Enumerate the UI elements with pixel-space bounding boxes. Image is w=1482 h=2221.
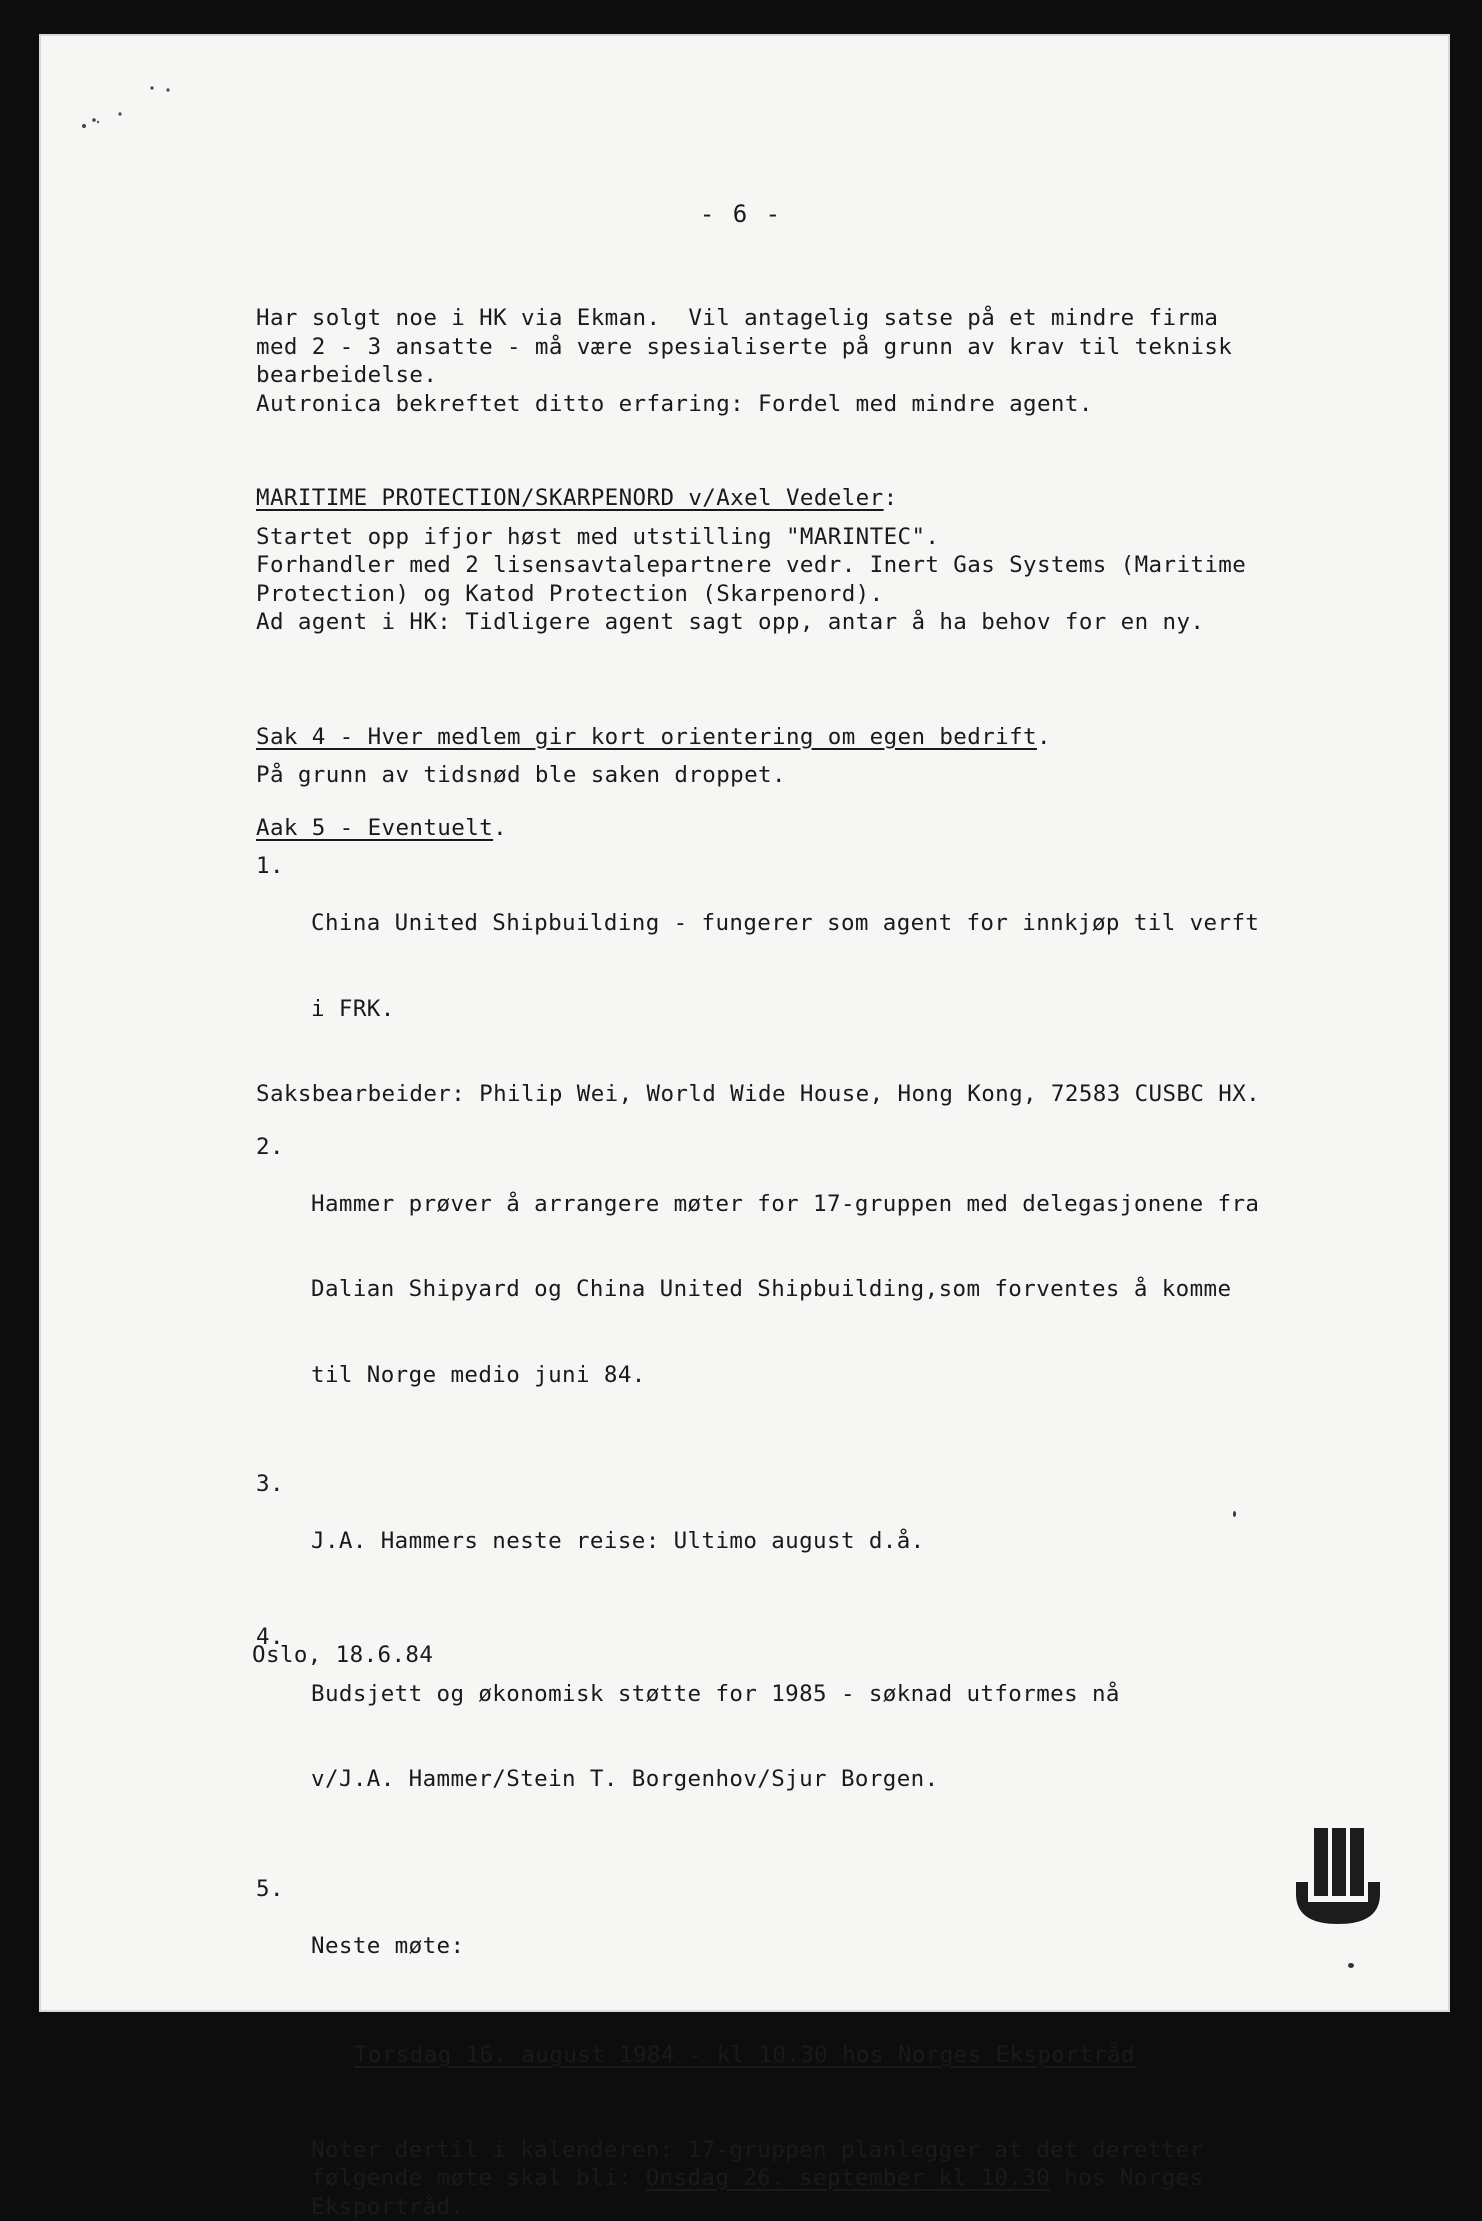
calendar-note — [311, 2136, 1316, 2221]
list-item — [256, 1875, 1316, 2018]
section-heading — [256, 814, 1316, 843]
text-line — [311, 2164, 1316, 2193]
page-number: - 6 - — [0, 200, 1482, 228]
list-item — [256, 852, 1316, 1080]
list-item — [256, 1470, 1316, 1613]
text-line: v/J.A. Hammer/Stein T. Borgenhov/Sjur Borgen. — [311, 1765, 1120, 1794]
next-meeting — [354, 2041, 1316, 2070]
note-text: hos Norges — [1050, 2165, 1203, 2191]
text-line: Har solgt noe i HK via Ekman. Vil antagelig satse på et mindre firma — [256, 304, 1316, 333]
place-date: Oslo, 18.6.84 — [252, 1642, 433, 1668]
heading-suffix: . — [1037, 724, 1051, 750]
heading-text: Aak 5 - Eventuelt — [256, 815, 493, 841]
text-line: Forhandler med 2 lisensavtalepartnere vedr. Inert Gas Systems (Maritime — [256, 551, 1316, 580]
text-line: til Norge medio juni 84. — [311, 1361, 1259, 1390]
text-line: bearbeidelse. — [256, 361, 1316, 390]
text-line: Ad agent i HK: Tidligere agent sagt opp, antar å ha behov for en ny. — [256, 608, 1316, 637]
heading-text: Sak 4 - Hver medlem gir kort orientering om egen bedrift — [256, 724, 1037, 750]
text-line: med 2 - 3 ansatte - må være spesialiserte på grunn av krav til teknisk — [256, 333, 1316, 362]
item-number: 3. — [256, 1470, 311, 1613]
heading-suffix: : — [884, 485, 898, 511]
text-line: i FRK. — [311, 995, 1259, 1024]
item-number: 4. — [256, 1623, 311, 1851]
meeting-text: Torsdag 16. august 1984 - kl 10.30 hos Norges Eksportråd — [354, 2042, 1135, 2068]
document-body — [256, 304, 1316, 2221]
sak4-section — [256, 723, 1316, 790]
text-line: Saksbearbeider: Philip Wei, World Wide House, Hong Kong, 72583 CUSBC HX. — [256, 1080, 1316, 1109]
text-line: J.A. Hammers neste reise: Ultimo august d.å. — [311, 1527, 925, 1556]
paper-speck — [1233, 1511, 1236, 1517]
text-line: China United Shipbuilding - fungerer som agent for innkjøp til verft — [311, 909, 1259, 938]
intro-paragraph — [256, 304, 1316, 418]
item-number: 1. — [256, 852, 311, 1080]
list-item — [256, 1133, 1316, 1447]
text-line: Budsjett og økonomisk støtte for 1985 - søknad utformes nå — [311, 1680, 1120, 1709]
heading-text: MARITIME PROTECTION/SKARPENORD v/Axel Vedeler — [256, 485, 884, 511]
section-heading — [256, 484, 1316, 513]
text-line: Dalian Shipyard og China United Shipbuilding,som forventes å komme — [311, 1275, 1259, 1304]
text-line: Neste møte: — [311, 1932, 464, 1961]
scan-marks-icon — [78, 78, 178, 138]
item-number: 5. — [256, 1875, 311, 2018]
text-line: Startet opp ifjor høst med utstilling "MARINTEC". — [256, 523, 1316, 552]
sak5-section — [256, 814, 1316, 2221]
item-number: 2. — [256, 1133, 311, 1447]
archive-logo-icon — [1294, 1828, 1382, 1928]
text-line: Noter dertil i kalenderen: 17-gruppen planlegger at det deretter — [311, 2136, 1316, 2165]
following-meeting-date: Onsdag 26. september kl 10.30 — [646, 2165, 1050, 2191]
heading-suffix: . — [493, 815, 507, 841]
note-text: følgende møte skal bli: — [311, 2165, 646, 2191]
section-heading — [256, 723, 1316, 752]
text-line: Autronica bekreftet ditto erfaring: Fordel med mindre agent. — [256, 390, 1316, 419]
text-line: Eksportråd. — [311, 2193, 1316, 2221]
maritime-section — [256, 484, 1316, 637]
paper-speck — [1348, 1963, 1354, 1968]
text-line: Protection) og Katod Protection (Skarpenord). — [256, 580, 1316, 609]
text-line: Hammer prøver å arrangere møter for 17-gruppen med delegasjonene fra — [311, 1190, 1259, 1219]
text-line: På grunn av tidsnød ble saken droppet. — [256, 761, 1316, 790]
